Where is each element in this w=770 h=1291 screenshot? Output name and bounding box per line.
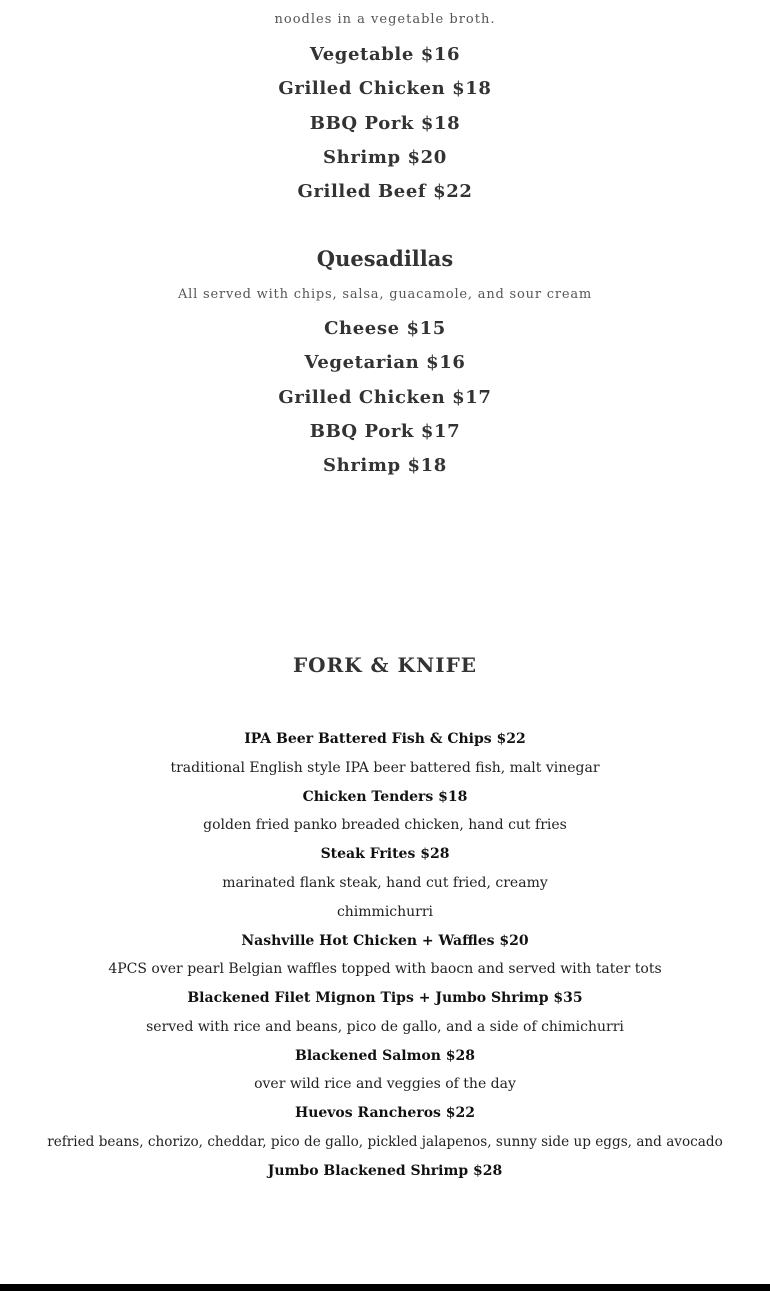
dish-description: golden fried panko breaded chicken, hand cut fries bbox=[203, 817, 567, 833]
dish-name: Blackened Filet Mignon Tips + Jumbo Shrimp $35 bbox=[187, 990, 583, 1006]
menu-item-shrimp: Shrimp $20 bbox=[323, 147, 447, 168]
noodles-intro: noodles in a vegetable broth. bbox=[274, 12, 496, 27]
menu-item-grilled-chicken: Grilled Chicken $18 bbox=[278, 78, 492, 99]
dish-name: Jumbo Blackened Shrimp $28 bbox=[267, 1163, 503, 1179]
menu-item-bbq-pork: BBQ Pork $17 bbox=[309, 421, 461, 442]
menu-item-shrimp: Shrimp $18 bbox=[323, 455, 447, 476]
dish-description: marinated flank steak, hand cut fried, creamy bbox=[222, 875, 548, 891]
dish-description: served with rice and beans, pico de gallo, and a side of chimichurri bbox=[146, 1019, 624, 1035]
dish-name: Chicken Tenders $18 bbox=[302, 789, 468, 805]
fork-knife-heading: FORK & KNIFE bbox=[292, 653, 478, 677]
dish-name: Nashville Hot Chicken + Waffles $20 bbox=[241, 933, 529, 949]
dish-description: 4PCS over pearl Belgian waffles topped with baocn and served with tater tots bbox=[108, 961, 662, 977]
dish-name: Huevos Rancheros $22 bbox=[294, 1105, 476, 1121]
quesadillas-subtitle: All served with chips, salsa, guacamole, and sour cream bbox=[177, 287, 593, 302]
dish-name: Steak Frites $28 bbox=[320, 846, 450, 862]
menu-item-bbq-pork: BBQ Pork $18 bbox=[309, 113, 461, 134]
dish-description: over wild rice and veggies of the day bbox=[254, 1076, 516, 1092]
dish-description: refried beans, chorizo, cheddar, pico de gallo, pickled jalapenos, sunny side up eggs, and avocado bbox=[47, 1134, 723, 1150]
dish-name: IPA Beer Battered Fish & Chips $22 bbox=[244, 731, 526, 747]
menu-item-vegetable: Vegetable $16 bbox=[309, 44, 461, 65]
quesadillas-heading: Quesadillas bbox=[316, 246, 454, 271]
bottom-bar bbox=[0, 1284, 770, 1291]
menu-item-grilled-chicken: Grilled Chicken $17 bbox=[278, 387, 492, 408]
dish-description: traditional English style IPA beer battered fish, malt vinegar bbox=[170, 760, 600, 776]
dish-name: Blackened Salmon $28 bbox=[294, 1048, 476, 1064]
dish-description: chimmichurri bbox=[336, 904, 434, 920]
menu-item-vegetarian: Vegetarian $16 bbox=[304, 352, 466, 373]
menu-item-grilled-beef: Grilled Beef $22 bbox=[297, 181, 473, 202]
menu-item-cheese: Cheese $15 bbox=[324, 318, 446, 339]
